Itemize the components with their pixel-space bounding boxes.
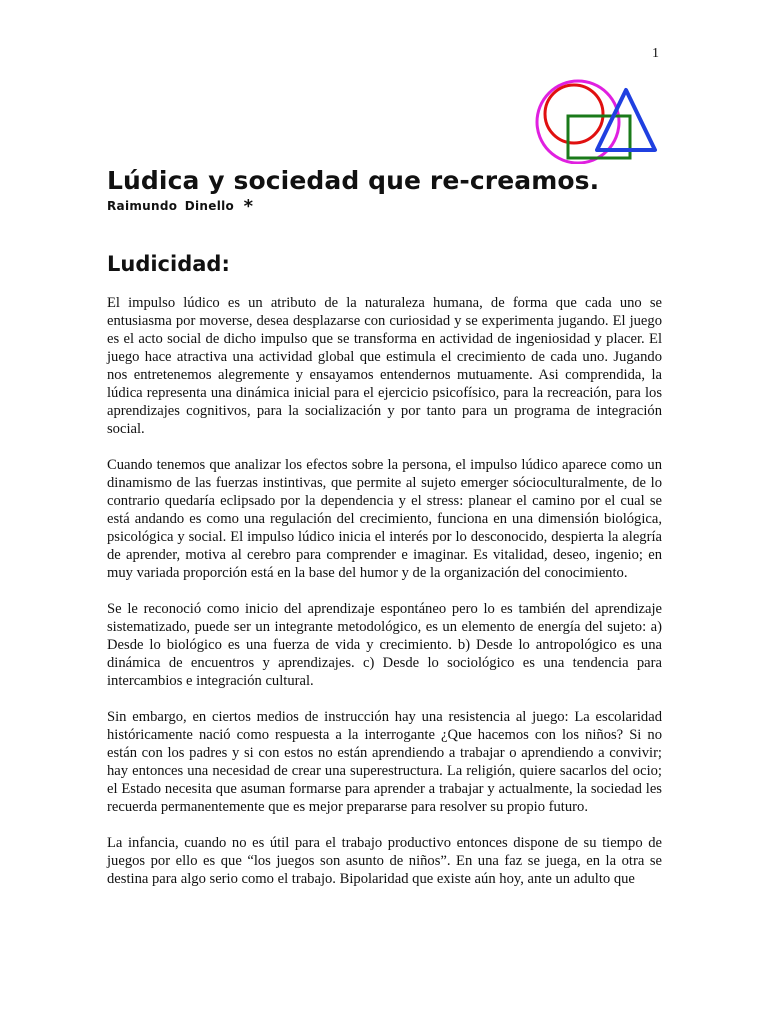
- paragraph-2: Cuando tenemos que analizar los efectos sobre la persona, el impulso lúdico aparece como un dinamismo de las fuerzas instintivas, que permite al sujeto emerger sócioculturalmente, de lo contrario quedaría eclipsado por la dependencia y el stress: planear el camino por el cual se está andando es como una regulación del crecimiento, funciona en una dimensión biológica, psicológica y social. El impulso lúdico inicia el interés por lo desconocido, despierta la alegría de aprender, motiva al cerebro para comprender e imaginar. Es vitalidad, deseo, ingenio; en muy variada proporción está en la base del humor y de la organización del conocimiento.: [107, 457, 662, 581]
- document-title: Lúdica y sociedad que re-creamos.: [107, 166, 600, 195]
- logo-inner-circle: [545, 85, 603, 143]
- circles-square-triangle-logo-icon: [534, 76, 660, 164]
- logo-triangle: [597, 90, 655, 150]
- paragraph-4: Sin embargo, en ciertos medios de instrucción hay una resistencia al juego: La escolaridad históricamente nació como respuesta a la interrogante ¿Que hacemos con los niños? Si no están con los padres y si con estos no están aprendiendo a trabajar o aprendiendo a convivir; hay entonces una necesidad de crear una superestructura. La religión, quiere sacarlos del ocio; el Estado necesita que asuman formarse para aprender a trabajar y actualmente, la sociedad les recuerda permanentemente que es mejor prepararse para resolver su propio futuro.: [107, 709, 662, 815]
- paragraph-3: Se le reconoció como inicio del aprendizaje espontáneo pero lo es también del aprendizaje sistematizado, puede ser un integrante metodológico, es un elemento de energía del sujeto: a) Desde lo biológico es una fuerza de vida y crecimiento. b) Desde lo antropológico es una dinámica de encuentros y aprendizajes. c) Desde lo sociológico es una tendencia para intercambios e integración cultural.: [107, 601, 662, 689]
- paragraph-5: La infancia, cuando no es útil para el trabajo productivo entonces dispone de su tiempo de juegos por ello es que “los juegos son asunto de niños”. En una faz se juega, en la otra se destina para algo serio como el trabajo. Bipolaridad que existe aún hoy, ante un adulto que: [107, 835, 662, 887]
- author-line: [107, 194, 253, 215]
- section-heading: Ludicidad:: [107, 252, 230, 276]
- page-number: 1: [652, 46, 659, 61]
- body-text: [107, 294, 662, 906]
- paragraph-1: El impulso lúdico es un atributo de la naturaleza humana, de forma que cada uno se entusiasma por moverse, desea desplazarse con curiosidad y se experimenta jugando. El juego es el acto social de dicho impulso que se transforma en actividad de ingeniosidad y placer. El juego hace atractiva una actividad global que estimula el crecimiento de cada uno. Jugando nos entretenemos alegremente y ensayamos entendernos mutuamente. Asi comprendida, la lúdica representa una dinámica inicial para el ejercicio psicofísico, para la recreación, para los aprendizajes cognitivos, para la socialización y por tanto para un programa de integración social.: [107, 295, 662, 437]
- footnote-asterisk: *: [243, 196, 254, 217]
- author-name: Raimundo Dinello: [107, 199, 235, 213]
